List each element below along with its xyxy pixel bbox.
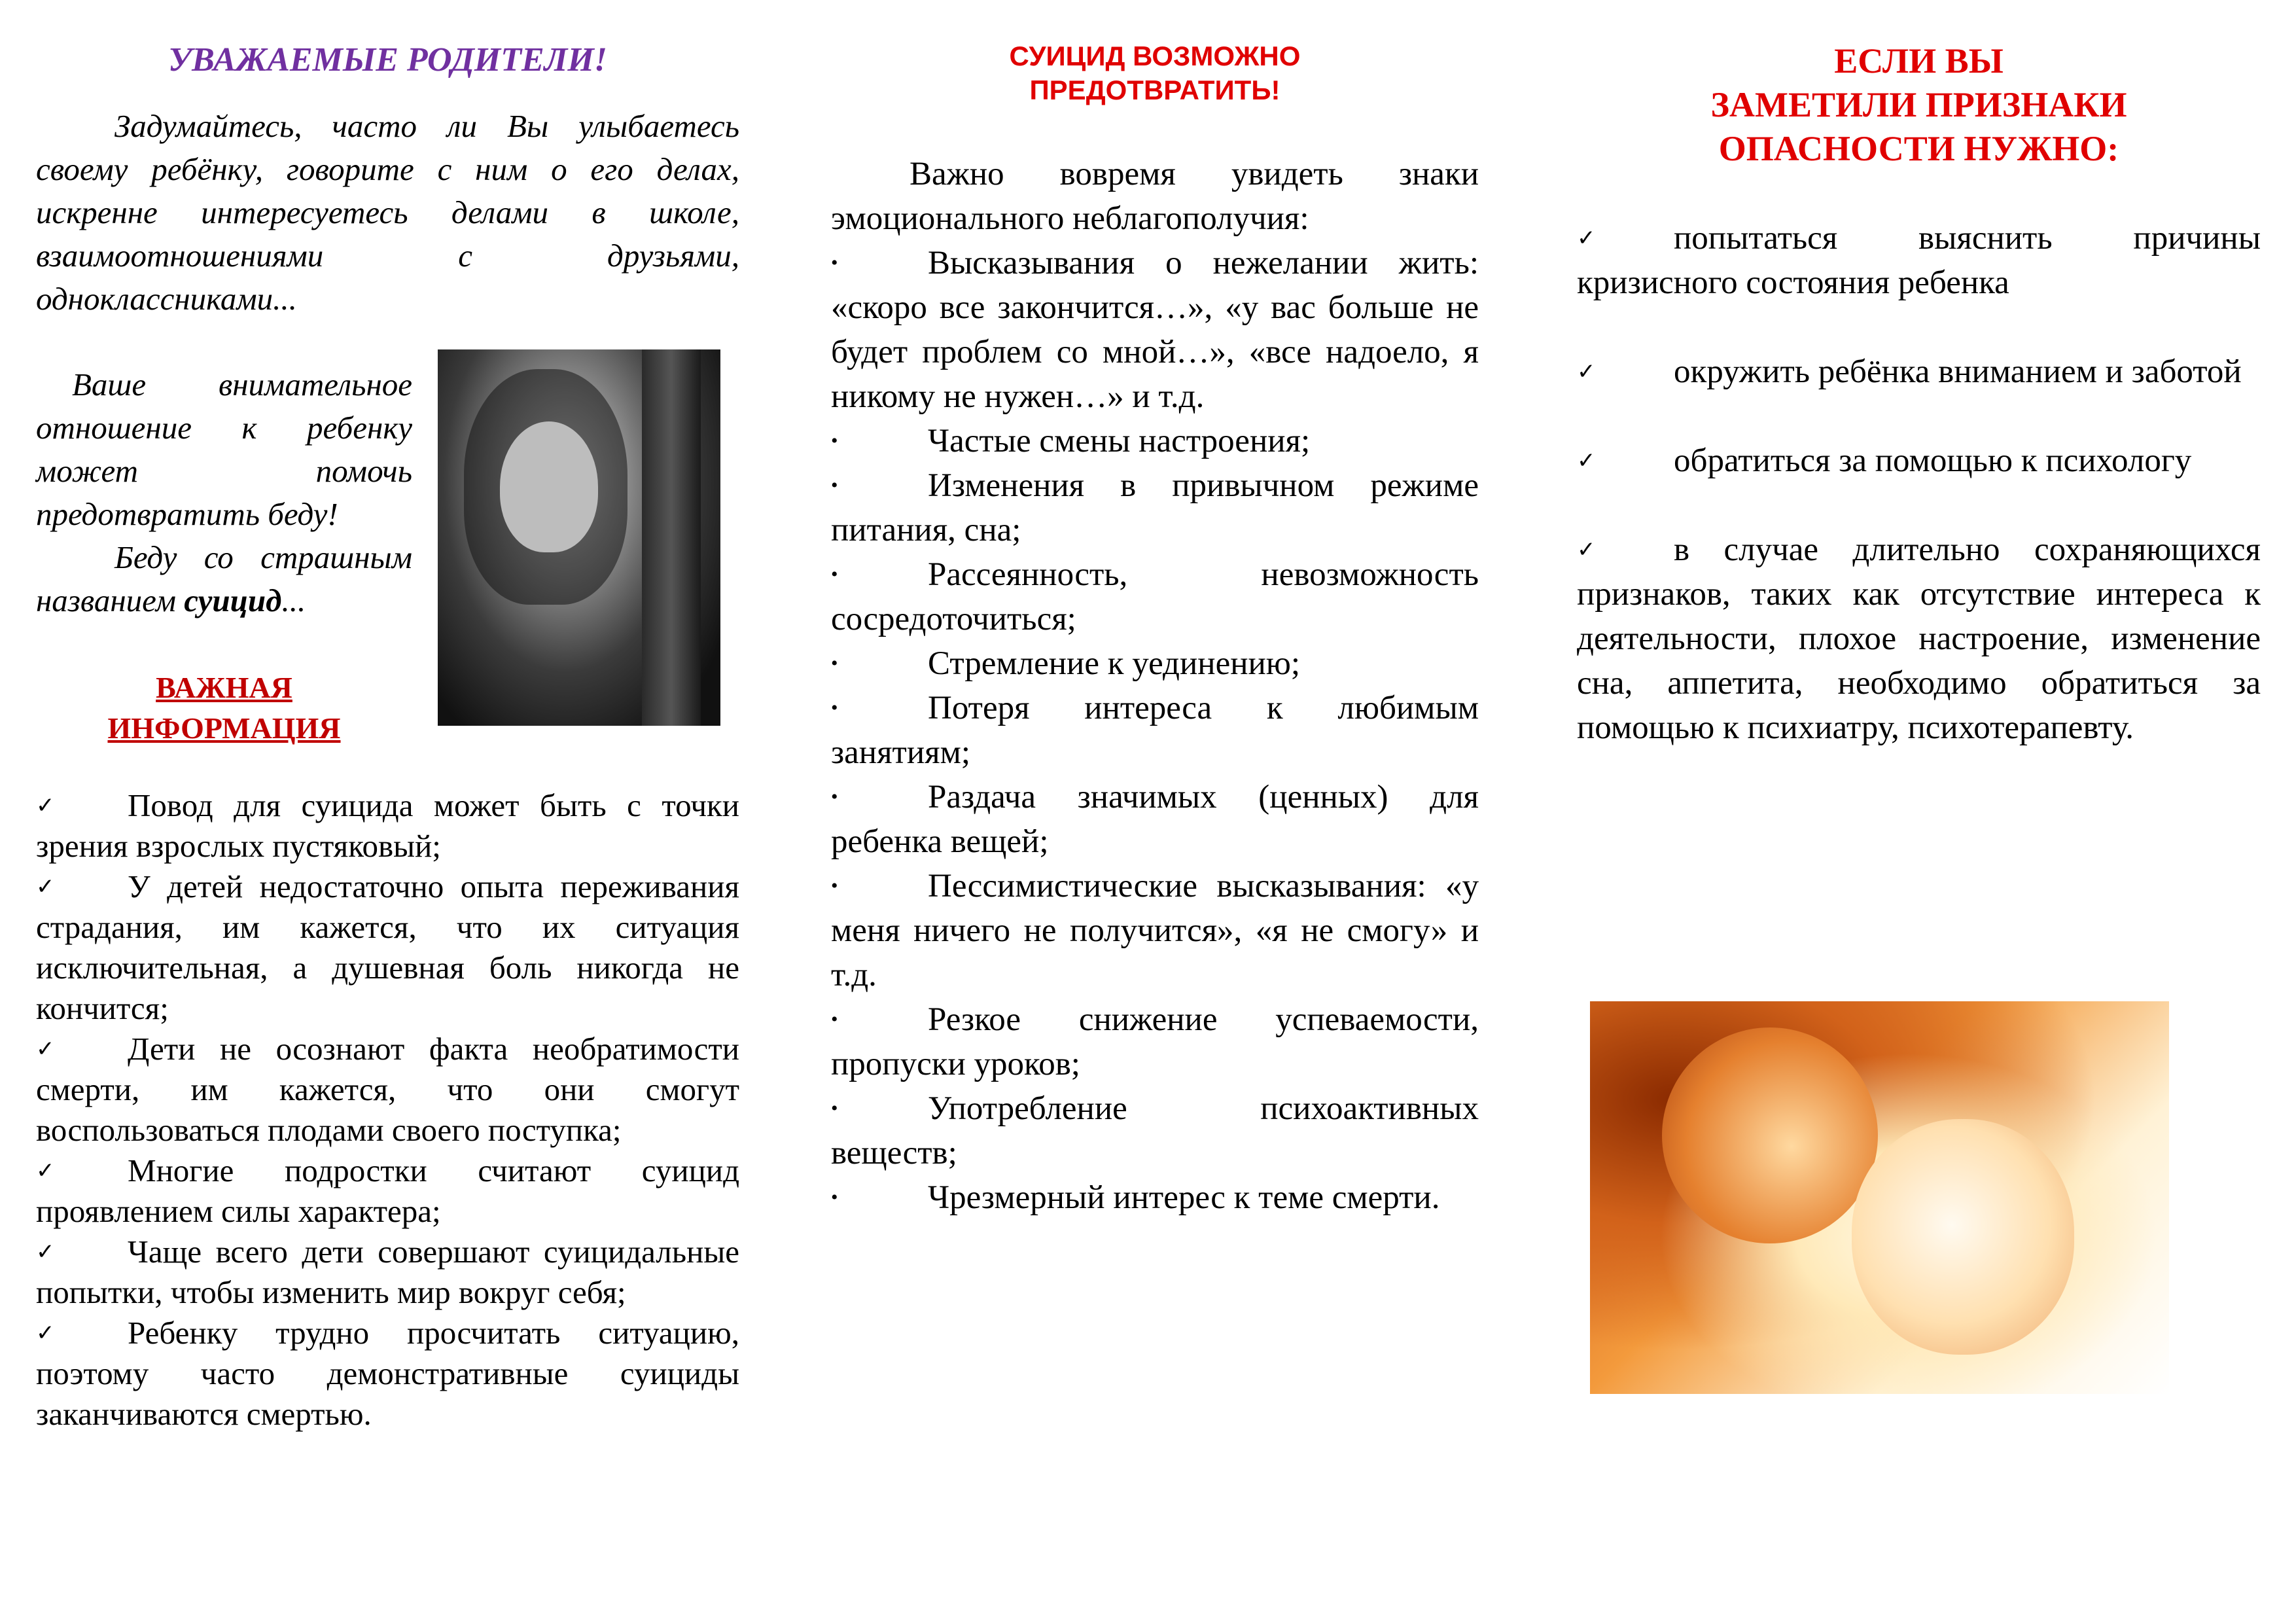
bullet-icon: • — [831, 474, 838, 496]
parent-child-photo — [1590, 1001, 2169, 1394]
suicide-word: суицид — [184, 582, 282, 618]
list-item: • Чрезмерный интерес к теме смерти. — [831, 1175, 1479, 1220]
intro-text: Задумайтесь, часто ли Вы улыбаетесь своему ребёнку, говорите с ним о его делах, искренне интересуетесь делами в школе, взаимоотношениями с друзьями, одноклассниками... — [36, 108, 739, 317]
list-item: ✓ Многие подростки считают суицид проявлением силы характера; — [36, 1150, 739, 1232]
check-icon: ✓ — [36, 1158, 55, 1184]
list-item: • Рассеянность, невозможность сосредоточиться; — [831, 552, 1479, 641]
actions-list — [1577, 216, 2261, 794]
bullet-icon: • — [831, 563, 838, 585]
parents-heading: УВАЖАЕМЫЕ РОДИТЕЛИ! — [168, 41, 608, 79]
list-item: • Высказывания о нежелании жить: «скоро все закончится…», «у вас больше не будет проблем со мной…», «все надоело, я никому не нужен…» и т.д. — [831, 241, 1479, 419]
list-item: ✓ Дети не осознают факта необратимости смерти, им кажется, что они смогут воспользоваться плодами своего поступка; — [36, 1029, 739, 1150]
list-item: • Пессимистические высказывания: «у меня ничего не получится», «я не смогу» и т.д. — [831, 864, 1479, 997]
check-icon: ✓ — [1577, 448, 1596, 474]
bullet-icon: • — [831, 697, 838, 719]
facts-list — [36, 785, 739, 1435]
check-icon: ✓ — [36, 1036, 55, 1062]
list-item: • Потеря интереса к любимым занятиям; — [831, 686, 1479, 775]
bullet-icon: • — [831, 786, 838, 808]
check-icon: ✓ — [36, 874, 55, 900]
list-item: • Раздача значимых (ценных) для ребенка вещей; — [831, 775, 1479, 864]
list-item: ✓ Повод для суицида может быть с точки зрения взрослых пустяковый; — [36, 785, 739, 866]
bullet-icon: • — [831, 652, 838, 674]
list-item: • Частые смены настроения; — [831, 419, 1479, 463]
check-icon: ✓ — [36, 1320, 55, 1346]
actions-heading: ЕСЛИ ВЫ ЗАМЕТИЛИ ПРИЗНАКИ ОПАСНОСТИ НУЖНО: — [1710, 41, 2127, 168]
list-item: ✓ У детей недостаточно опыта переживания страдания, им кажется, что их ситуация исключительная, а душевная боль никогда не кончится; — [36, 866, 739, 1029]
list-item: • Стремление к уединению; — [831, 641, 1479, 686]
trouble-text: Беду со страшным названием суицид... — [36, 539, 412, 618]
check-icon: ✓ — [1577, 537, 1596, 563]
attention-paragraph — [36, 363, 412, 622]
check-icon: ✓ — [36, 1239, 55, 1265]
list-item: ✓ окружить ребёнка вниманием и заботой — [1577, 349, 2261, 394]
list-item: ✓ попытаться выяснить причины кризисного состояния ребенка — [1577, 216, 2261, 305]
warning-signs-list — [831, 241, 1479, 1220]
prevention-heading: СУИЦИД ВОЗМОЖНО ПРЕДОТВРАТИТЬ! — [1009, 41, 1301, 105]
list-item: • Употребление психоактивных веществ; — [831, 1086, 1479, 1175]
sad-girl-photo — [438, 349, 720, 726]
bullet-icon: • — [831, 430, 838, 452]
bullet-icon: • — [831, 875, 838, 897]
bullet-icon: • — [831, 1008, 838, 1030]
bullet-icon: • — [831, 1186, 838, 1208]
check-icon: ✓ — [1577, 225, 1596, 251]
check-icon: ✓ — [1577, 359, 1596, 385]
list-item: • Резкое снижение успеваемости, пропуски уроков; — [831, 997, 1479, 1086]
list-item: ✓ Чаще всего дети совершают суицидальные попытки, чтобы изменить мир вокруг себя; — [36, 1232, 739, 1313]
list-item: ✓ в случае длительно сохраняющихся признаков, таких как отсутствие интереса к деятельности, плохое настроение, изменение сна, аппетита, необходимо обратиться за помощью к психиатру, психотерапевту. — [1577, 527, 2261, 750]
list-item: • Изменения в привычном режиме питания, сна; — [831, 463, 1479, 552]
list-item: ✓ обратиться за помощью к психологу — [1577, 438, 2261, 483]
intro-paragraph — [36, 105, 739, 321]
check-icon: ✓ — [36, 793, 55, 819]
bullet-icon: • — [831, 252, 838, 274]
attention-text: Ваше внимательное отношение к ребенку может помочь предотвратить беду! — [36, 366, 412, 532]
list-item: ✓ Ребенку трудно просчитать ситуацию, поэтому часто демонстративные суициды заканчиваются смертью. — [36, 1313, 739, 1435]
bullet-icon: • — [831, 1097, 838, 1119]
lead-paragraph: Важно вовремя увидеть знаки эмоционального неблагополучия: — [831, 156, 1479, 237]
important-heading: ВАЖНАЯ ИНФОРМАЦИЯ — [107, 671, 341, 745]
